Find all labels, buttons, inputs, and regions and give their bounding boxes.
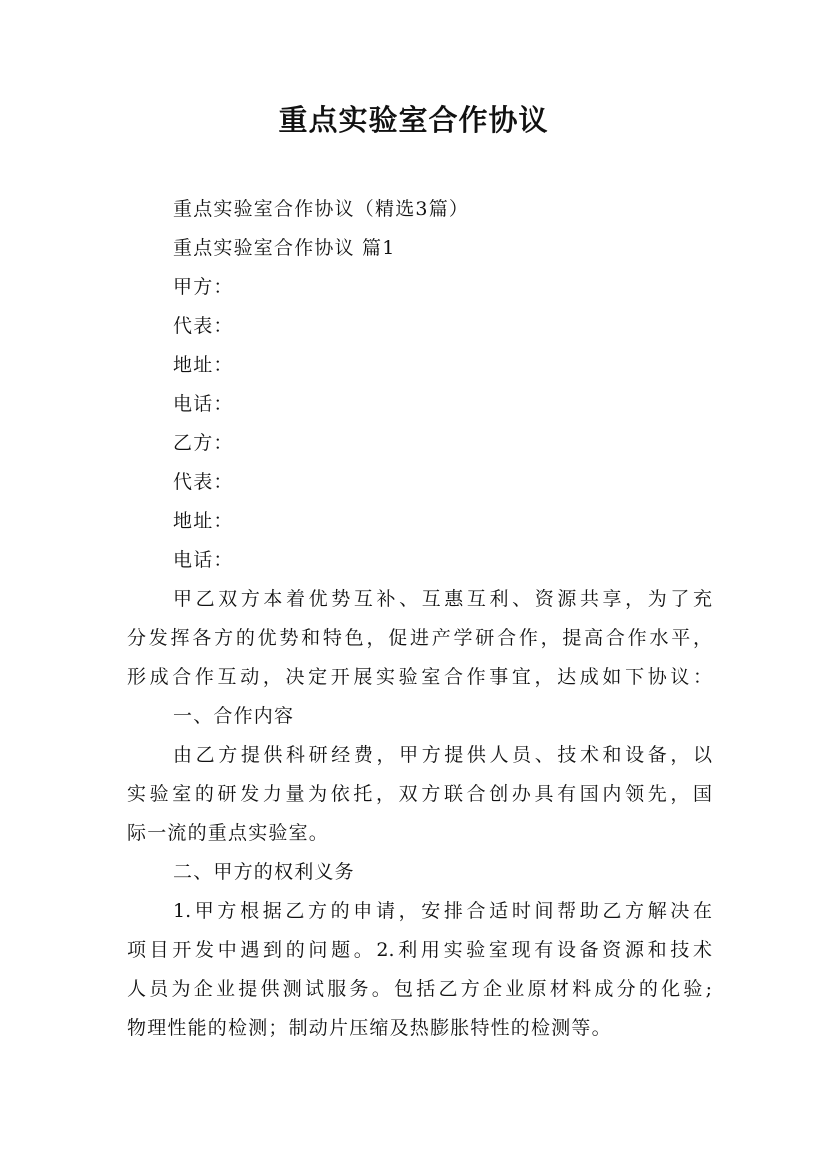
document-body bbox=[127, 190, 712, 1048]
text-line: 代表： bbox=[173, 315, 234, 337]
text-line: 实验室的研发力量为依托，双方联合创办具有国内领先，国 bbox=[127, 783, 712, 805]
text-line: 分发挥各方的优势和特色，促进产学研合作，提高合作水平， bbox=[127, 627, 712, 649]
text-line: 乙方： bbox=[173, 432, 234, 454]
text-line: 电话： bbox=[173, 393, 234, 415]
text-line: 二、甲方的权利义务 bbox=[173, 861, 355, 883]
text-line: 际一流的重点实验室。 bbox=[127, 822, 330, 844]
text-line: 代表： bbox=[173, 471, 234, 493]
text-line: 重点实验室合作协议（精选3篇） bbox=[173, 198, 470, 220]
text-line: 项目开发中遇到的问题。2.利用实验室现有设备资源和技术 bbox=[127, 939, 712, 961]
text-line: 甲方： bbox=[173, 276, 234, 298]
text-line: 人员为企业提供测试服务。包括乙方企业原材料成分的化验; bbox=[127, 978, 712, 1000]
text-line: 1.甲方根据乙方的申请，安排合适时间帮助乙方解决在 bbox=[173, 900, 712, 922]
text-line: 甲乙双方本着优势互补、互惠互利、资源共享，为了充 bbox=[173, 588, 712, 610]
text-line: 由乙方提供科研经费，甲方提供人员、技术和设备，以 bbox=[173, 744, 712, 766]
document-title: 重点实验室合作协议 bbox=[278, 103, 549, 137]
text-line: 地址： bbox=[173, 354, 234, 376]
text-line: 电话： bbox=[173, 549, 234, 571]
text-line: 形成合作互动，决定开展实验室合作事宜，达成如下协议： bbox=[127, 666, 712, 688]
text-line: 地址： bbox=[173, 510, 234, 532]
text-line: 重点实验室合作协议 篇1 bbox=[173, 237, 396, 259]
text-line: 物理性能的检测；制动片压缩及热膨胀特性的检测等。 bbox=[127, 1017, 612, 1039]
text-line: 一、合作内容 bbox=[173, 705, 295, 727]
